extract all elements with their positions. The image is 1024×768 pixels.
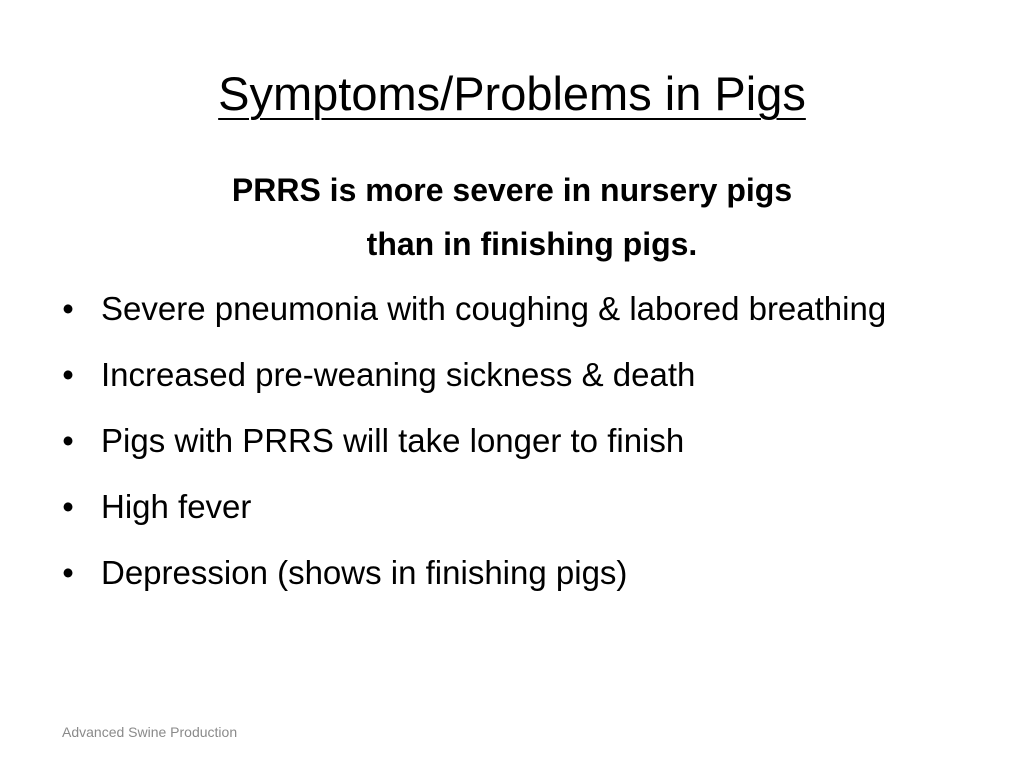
bullet-icon: • — [62, 488, 74, 525]
bullet-icon: • — [62, 422, 74, 459]
slide-footer: Advanced Swine Production — [62, 724, 238, 740]
bullet-text: Depression (shows in finishing pigs) — [101, 554, 628, 591]
slide-subtitle — [150, 163, 874, 271]
bullet-icon: • — [62, 554, 74, 591]
slide-title: Symptoms/Problems in Pigs — [218, 67, 806, 120]
subtitle-line-2: than in finishing pigs. — [366, 226, 698, 262]
bullet-item — [56, 482, 956, 532]
bullet-item — [56, 350, 956, 400]
bullet-item — [56, 416, 956, 466]
bullet-list — [56, 284, 956, 614]
bullet-item — [56, 548, 956, 598]
subtitle-line-1: PRRS is more severe in nursery pigs — [231, 172, 793, 208]
bullet-item — [56, 284, 956, 334]
bullet-text: Increased pre-weaning sickness & death — [101, 356, 696, 393]
bullet-text: Pigs with PRRS will take longer to finish — [101, 422, 685, 459]
bullet-text: Severe pneumonia with coughing & labored breathing — [101, 290, 887, 327]
bullet-text: High fever — [101, 488, 252, 525]
bullet-icon: • — [62, 290, 74, 327]
bullet-icon: • — [62, 356, 74, 393]
